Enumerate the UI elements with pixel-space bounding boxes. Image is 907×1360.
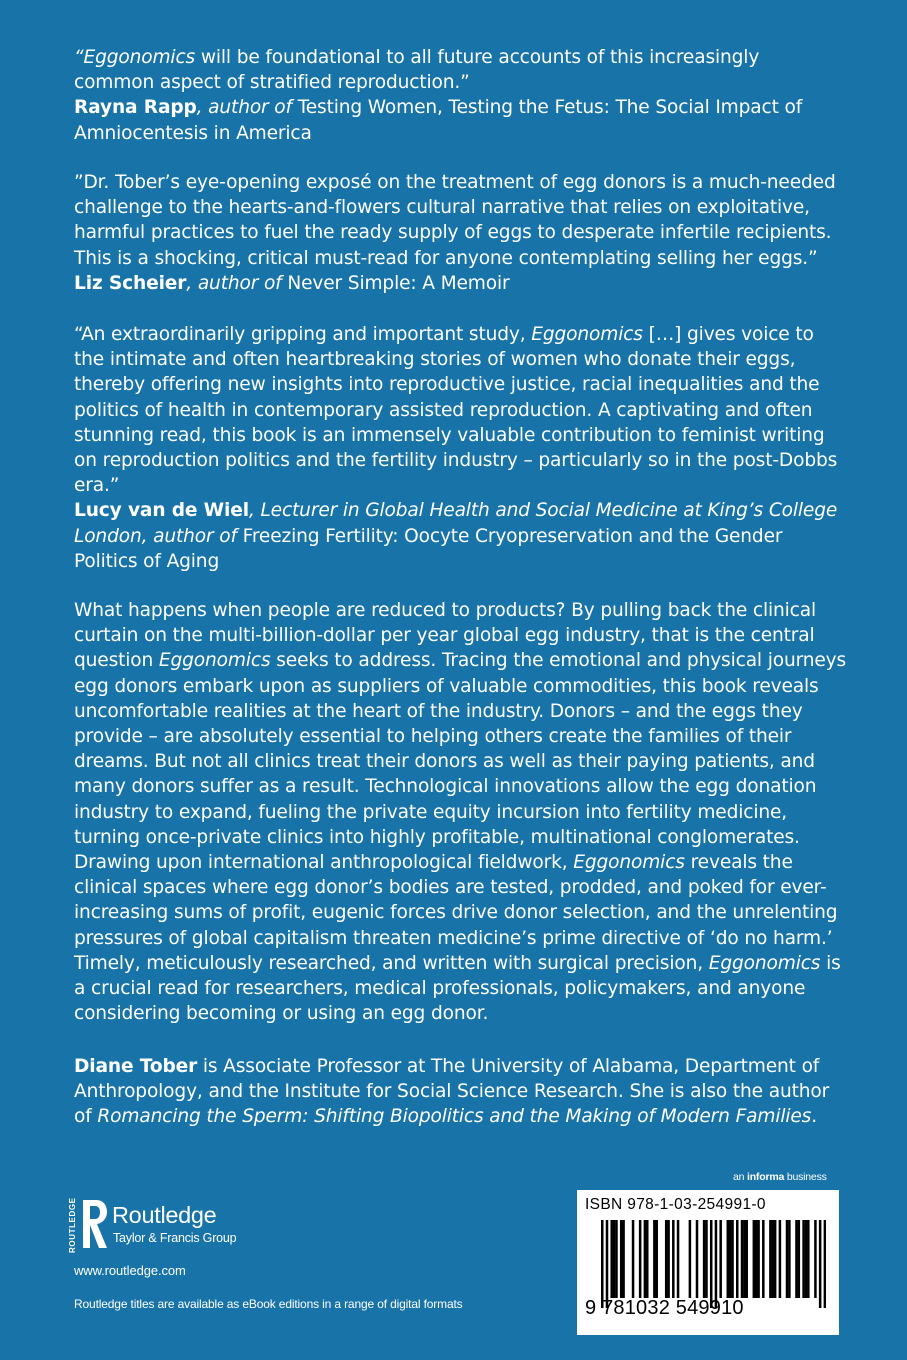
barcode-bar bbox=[689, 1220, 692, 1298]
barcode-bar bbox=[665, 1220, 668, 1298]
endorser-role: , author of bbox=[186, 272, 288, 294]
publisher-logo bbox=[68, 1196, 328, 1256]
endorsement-quote: ”Dr. Tober’s eye-opening exposé on the treatment of egg donors is a much-needed challenge to the hearts-and-flowers cultural narrative that relies on exploitative, harmful practices to fuel the ready supply of eggs to desperate infertile recipients. This is a shocking, critical must-read for anyone contemplating selling her eggs.” bbox=[74, 172, 836, 269]
barcode-bar bbox=[677, 1220, 680, 1298]
barcode-bar bbox=[741, 1220, 744, 1298]
endorser-name: Liz Scheier bbox=[74, 272, 187, 294]
barcode-bar bbox=[753, 1220, 756, 1298]
endorsement-attribution bbox=[74, 271, 844, 296]
barcode-bar bbox=[795, 1220, 798, 1298]
barcode-bar bbox=[743, 1220, 746, 1298]
book-title: Eggonomics bbox=[708, 952, 821, 974]
book-title: “Eggonomics bbox=[74, 47, 196, 68]
barcode-bar bbox=[802, 1220, 805, 1298]
barcode-bar bbox=[632, 1220, 635, 1298]
barcode-digits: 9 781032 549910 bbox=[585, 1297, 744, 1319]
endorsement-attribution bbox=[74, 95, 844, 145]
barcode-bar bbox=[606, 1220, 609, 1308]
barcode-bar bbox=[772, 1220, 775, 1298]
endorser-name: Lucy van de Wiel bbox=[74, 500, 249, 522]
endorser-name: Rayna Rapp bbox=[74, 97, 197, 119]
book-description: What happens when people are reduced to products? By pulling back the clinical curtain on the multi-billion-dollar per year global egg industry, that is the central question Eggonomics seeks to address. Tracing the emotional and physical journeys egg donors embark upon as suppliers of valuable commodities, this book reveals uncomfortable realities at the heart of the industry. Donors – and the eggs they provide – are absolutely essential to helping others create the families of their dreams. But not all clinics treat their donors as well as their paying patients, and many donors suffer as a result. Technological innovations allow the egg donation industry to expand, fueling the private equity incursion into fertility medicine, turning once-private clinics into highly profitable, multinational conglomerates. Drawing upon international anthropological fieldwork, Eggonomics reveals the clinical spaces where egg donor’s bodies are tested, prodded, and poked for ever-increasing sums of profit, eugenic forces drive donor selection, and the unrelenting pressures of global capitalism threaten medicine’s prime directive of ‘do no harm.’ Timely, meticulously researched, and written with surgical precision, Eggonomics is a crucial read for researchers, medical professionals, policymakers, and anyone considering becoming or using an egg donor. bbox=[74, 600, 847, 1025]
barcode-bar bbox=[774, 1220, 777, 1298]
barcode-bar bbox=[667, 1220, 670, 1298]
barcode-bar bbox=[620, 1220, 623, 1298]
barcode-bar bbox=[779, 1220, 782, 1298]
barcode-bar bbox=[705, 1220, 708, 1298]
barcode-bar bbox=[788, 1220, 791, 1298]
barcode-bar bbox=[786, 1220, 789, 1298]
barcode-bar bbox=[715, 1220, 718, 1308]
author-name: Diane Tober bbox=[74, 1056, 198, 1077]
barcode-bar bbox=[769, 1220, 772, 1298]
barcode-bar bbox=[639, 1220, 642, 1298]
barcode-bar bbox=[601, 1220, 604, 1308]
endorsement-quote: “Eggonomics will be foundational to all future accounts of this increasingly common aspect of stratified reproduction.” bbox=[74, 47, 760, 94]
barcode-bar bbox=[655, 1220, 658, 1298]
barcode-bar bbox=[622, 1220, 625, 1298]
barcode-bar bbox=[615, 1220, 618, 1298]
barcode-bar bbox=[696, 1220, 699, 1298]
other-book-title: Romancing the Sperm: Shifting Biopolitics and the Making of Modern Families bbox=[97, 1106, 812, 1128]
barcode-bar bbox=[710, 1220, 713, 1308]
endorser-work: Freezing Fertility: Oocyte Cryopreservation and the Gender Politics of Aging bbox=[74, 525, 783, 572]
endorsement-rapp bbox=[74, 45, 844, 146]
book-title: Eggonomics bbox=[573, 852, 685, 874]
publisher-website-link[interactable]: www.routledge.com bbox=[74, 1263, 186, 1278]
endorser-role: , author of bbox=[196, 97, 298, 119]
barcode-bar bbox=[653, 1220, 656, 1298]
isbn-barcode bbox=[577, 1190, 839, 1335]
endorser-role: , Lecturer in Global Health and Social Medicine at King’s College London, author of bbox=[74, 500, 838, 547]
barcode-bar bbox=[745, 1220, 748, 1298]
ebook-note: Routledge titles are available as eBook editions in a range of digital formats bbox=[74, 1297, 463, 1311]
barcode-bar bbox=[736, 1220, 739, 1298]
barcode-bar bbox=[731, 1220, 734, 1298]
barcode-bar bbox=[644, 1220, 647, 1298]
barcode-bar bbox=[719, 1220, 722, 1298]
barcode-bar bbox=[646, 1220, 649, 1298]
barcode-bar bbox=[727, 1220, 730, 1298]
barcode-bar bbox=[672, 1220, 675, 1298]
endorser-work: Testing Women, Testing the Fetus: The Social Impact of Amniocentesis in America bbox=[74, 97, 803, 144]
publisher-side-label: ROUTLEDGE bbox=[68, 1197, 77, 1253]
informa-tagline: an informa business bbox=[733, 1171, 827, 1183]
barcode-bar bbox=[805, 1220, 808, 1298]
publisher-name: Routledge bbox=[112, 1202, 217, 1228]
endorsement-van-de-wiel bbox=[74, 322, 844, 574]
routledge-logo-icon bbox=[81, 1198, 109, 1250]
barcode-bar bbox=[613, 1220, 616, 1298]
barcode-bar bbox=[703, 1220, 706, 1298]
book-title: Eggonomics bbox=[158, 650, 271, 672]
publisher-group: Taylor & Francis Group bbox=[113, 1231, 237, 1245]
barcode-bar bbox=[819, 1220, 822, 1308]
book-title: Eggonomics bbox=[531, 324, 643, 345]
barcode-bar bbox=[729, 1220, 732, 1298]
barcode-bar bbox=[762, 1220, 765, 1298]
endorser-work: Never Simple: A Memoir bbox=[287, 272, 510, 294]
barcode-bar bbox=[755, 1220, 758, 1298]
barcode-bar bbox=[757, 1220, 760, 1298]
endorsement-attribution bbox=[74, 498, 844, 574]
barcode-bar bbox=[807, 1220, 810, 1298]
author-bio: Diane Tober is Associate Professor at The University of Alabama, Department of Anthropology, and the Institute for Social Science Research. She is also the author of Romancing the Sperm: Shifting Biopolitics and the Making of Modern Families. bbox=[74, 1056, 830, 1128]
barcode-bar bbox=[798, 1220, 801, 1298]
isbn-label: ISBN 978-1-03-254991-0 bbox=[585, 1196, 766, 1213]
endorsement-quote: “An extraordinarily gripping and important study, Eggonomics […] gives voice to the intimate and often heartbreaking stories of women who donate their eggs, thereby offering new insights into reproductive justice, racial inequalities and the politics of health in contemporary assisted reproduction. A captivating and often stunning read, this book is an immensely valuable contribution to feminist writing on reproduction politics and the fertility industry – particularly so in the post-Dobbs era.” bbox=[74, 324, 838, 497]
barcode-bar bbox=[824, 1220, 826, 1308]
endorsement-scheier bbox=[74, 170, 844, 296]
barcode-bar bbox=[610, 1220, 613, 1298]
barcode-bar bbox=[814, 1220, 817, 1298]
